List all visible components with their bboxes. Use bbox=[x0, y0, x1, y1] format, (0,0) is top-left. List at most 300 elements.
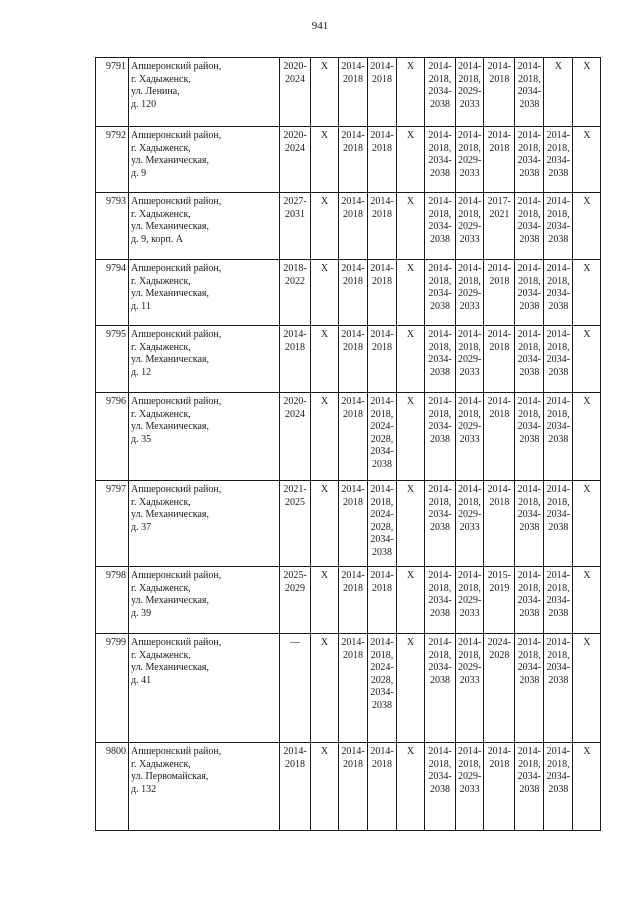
repair-period-cell bbox=[280, 743, 311, 831]
cell-line: 2014- bbox=[428, 746, 452, 757]
address-line: ул. Механическая, bbox=[131, 354, 210, 365]
cell-line: 2014- bbox=[283, 746, 307, 757]
cell-line: 2024 bbox=[285, 408, 305, 420]
cell-line: 2018, bbox=[370, 496, 394, 508]
repair-period-cell bbox=[339, 326, 368, 393]
cell-line: 2029- bbox=[458, 221, 482, 232]
cell-line: 2018, bbox=[547, 758, 570, 770]
repair-period-cell bbox=[280, 567, 311, 634]
cell-line: 2034- bbox=[428, 354, 452, 365]
cell-line: 2034- bbox=[546, 421, 571, 432]
cell-line: 2018, bbox=[518, 408, 541, 420]
cell-line: 2029- bbox=[458, 86, 482, 97]
table-body bbox=[96, 58, 601, 831]
cell-line: 2034- bbox=[428, 509, 452, 520]
repair-period-cell bbox=[339, 193, 368, 260]
cell-line: 2014- bbox=[341, 263, 365, 274]
not-applicable-cell bbox=[311, 634, 339, 743]
cell-line: 2034- bbox=[428, 595, 452, 606]
repair-period-cell bbox=[425, 567, 456, 634]
cell-line: 2018 bbox=[285, 758, 305, 770]
cell-line: 2014- bbox=[458, 130, 482, 141]
not-applicable-cell bbox=[397, 127, 425, 193]
cell-line: 2033 bbox=[459, 233, 480, 245]
repair-period-cell bbox=[544, 193, 573, 260]
address-cell bbox=[129, 567, 280, 634]
cell-line: 2034- bbox=[517, 509, 542, 520]
repair-period-cell bbox=[425, 260, 456, 326]
cell-line: 2018, bbox=[518, 142, 541, 154]
cell-line: 2033 bbox=[459, 167, 480, 179]
row-number-cell: 9794 bbox=[96, 260, 129, 326]
not-applicable-cell bbox=[397, 743, 425, 831]
repair-period-cell bbox=[484, 481, 515, 567]
cell-line: 2018 bbox=[372, 275, 392, 287]
cell-line: 2014- bbox=[546, 196, 571, 207]
table-row bbox=[96, 481, 601, 567]
address-cell bbox=[129, 193, 280, 260]
repair-period-cell bbox=[456, 260, 484, 326]
not-applicable-cell bbox=[311, 393, 339, 481]
repair-period-cell bbox=[515, 634, 544, 743]
repair-period-cell bbox=[339, 127, 368, 193]
address-line: Апшеронский район, bbox=[131, 396, 222, 407]
address-line: ул. Механическая, bbox=[131, 595, 210, 606]
cell-line: 2014- bbox=[517, 746, 542, 757]
cell-line: 2014- bbox=[341, 329, 365, 340]
not-applicable-cell bbox=[573, 58, 601, 127]
cell-line: 2014- bbox=[283, 329, 307, 340]
cell-line: 2018 bbox=[285, 341, 305, 353]
cell-line: 2029- bbox=[458, 595, 482, 606]
cell-line: 2014- bbox=[458, 746, 482, 757]
address-line: г. Хадыженск, bbox=[131, 649, 191, 661]
cell-line: 2033 bbox=[459, 607, 480, 619]
cell-line: 2021 bbox=[489, 208, 510, 220]
cell-line: 2018, bbox=[428, 275, 452, 287]
cell-line: 2014- bbox=[517, 263, 542, 274]
repair-period-cell bbox=[368, 127, 397, 193]
repair-period-cell bbox=[484, 193, 515, 260]
cell-line: X bbox=[320, 570, 329, 581]
cell-line: 2034- bbox=[428, 221, 452, 232]
cell-line: 2018, bbox=[547, 649, 570, 661]
cell-line: 2018, bbox=[458, 73, 481, 85]
repair-period-cell bbox=[280, 393, 311, 481]
cell-line: 2014- bbox=[487, 61, 512, 72]
repair-period-cell bbox=[280, 127, 311, 193]
cell-line: 2014- bbox=[370, 570, 394, 581]
cell-line: X bbox=[554, 61, 562, 72]
repair-period-cell bbox=[425, 634, 456, 743]
cell-line: X bbox=[583, 484, 591, 495]
cell-line: 2014- bbox=[546, 130, 571, 141]
cell-line: 2034- bbox=[517, 155, 542, 166]
not-applicable-cell bbox=[311, 193, 339, 260]
cell-line: 2014- bbox=[517, 484, 542, 495]
cell-line: X bbox=[320, 130, 329, 141]
cell-line: 2038 bbox=[548, 233, 569, 245]
cell-line: 2034- bbox=[546, 288, 571, 299]
cell-line: X bbox=[320, 746, 329, 757]
repair-period-cell bbox=[544, 393, 573, 481]
cell-line: 2018, bbox=[547, 142, 570, 154]
cell-line: 2014- bbox=[458, 484, 482, 495]
cell-line: 2014- bbox=[370, 196, 394, 207]
repair-period-cell bbox=[368, 567, 397, 634]
cell-line: 2018, bbox=[518, 496, 541, 508]
cell-line: 2034- bbox=[370, 446, 394, 457]
cell-line: 2034- bbox=[517, 221, 542, 232]
not-applicable-cell bbox=[311, 743, 339, 831]
cell-line: 2038 bbox=[372, 546, 392, 558]
cell-line: 2018, bbox=[458, 496, 481, 508]
cell-line: X bbox=[583, 396, 591, 407]
cell-line: 2018, bbox=[547, 408, 570, 420]
cell-line: 2014- bbox=[546, 570, 571, 581]
cell-line: 2014- bbox=[546, 484, 571, 495]
cell-line: 2018, bbox=[428, 208, 452, 220]
cell-line: 2014- bbox=[487, 263, 512, 274]
not-applicable-cell bbox=[311, 127, 339, 193]
address-line: Апшеронский район, bbox=[131, 637, 222, 648]
cell-line: X bbox=[320, 263, 329, 274]
cell-line: 2038 bbox=[519, 366, 540, 378]
cell-line: X bbox=[406, 570, 415, 581]
address-line: ул. Ленина, bbox=[131, 86, 180, 97]
repair-period-cell bbox=[515, 326, 544, 393]
cell-line: 2014- bbox=[458, 570, 482, 581]
repair-period-cell bbox=[425, 393, 456, 481]
cell-line: 2018 bbox=[343, 341, 363, 353]
cell-line: 2034- bbox=[546, 155, 571, 166]
cell-line: X bbox=[406, 61, 415, 72]
cell-line: 2038 bbox=[430, 366, 450, 378]
cell-line: 2038 bbox=[430, 233, 450, 245]
address-line: ул. Механическая, bbox=[131, 509, 210, 520]
cell-line: 2031 bbox=[285, 208, 305, 220]
repair-period-cell bbox=[280, 193, 311, 260]
cell-line: 2014- bbox=[487, 130, 512, 141]
repair-period-cell bbox=[339, 58, 368, 127]
page-number: 941 bbox=[311, 20, 329, 32]
cell-line: 2033 bbox=[459, 674, 480, 686]
cell-line: X bbox=[406, 130, 415, 141]
not-applicable-cell bbox=[311, 58, 339, 127]
cell-line: 2018 bbox=[489, 408, 510, 420]
cell-line: 2018, bbox=[547, 208, 570, 220]
cell-line: 2025- bbox=[283, 570, 307, 581]
not-applicable-cell bbox=[311, 260, 339, 326]
row-number-cell: 9797 bbox=[96, 481, 129, 567]
repair-period-cell bbox=[456, 567, 484, 634]
cell-line: 2024- bbox=[370, 509, 394, 520]
cell-line: X bbox=[406, 396, 415, 407]
table-row bbox=[96, 260, 601, 326]
repair-period-cell bbox=[544, 127, 573, 193]
cell-line: 2033 bbox=[459, 521, 480, 533]
repair-period-cell bbox=[484, 393, 515, 481]
cell-line: X bbox=[583, 263, 591, 274]
table-row bbox=[96, 127, 601, 193]
cell-line: 2034- bbox=[546, 595, 571, 606]
address-line: д. 132 bbox=[131, 783, 157, 795]
cell-line: 2034- bbox=[517, 771, 542, 782]
cell-line: 2033 bbox=[459, 98, 480, 110]
cell-line: 2038 bbox=[430, 607, 450, 619]
cell-line: 2014- bbox=[517, 396, 542, 407]
cell-line: 2024 bbox=[285, 73, 305, 85]
address-cell bbox=[129, 58, 280, 127]
not-applicable-cell bbox=[397, 193, 425, 260]
repair-period-cell bbox=[456, 634, 484, 743]
repair-period-cell bbox=[456, 127, 484, 193]
repair-period-cell bbox=[484, 127, 515, 193]
cell-line: 2038 bbox=[430, 300, 450, 312]
address-line: д. 120 bbox=[131, 98, 157, 110]
cell-line: 2018 bbox=[343, 275, 363, 287]
cell-line: 2029- bbox=[458, 771, 482, 782]
cell-line: X bbox=[583, 196, 591, 207]
cell-line: 2014- bbox=[517, 61, 542, 72]
address-line: г. Хадыженск, bbox=[131, 73, 191, 85]
cell-line: 2034- bbox=[428, 771, 452, 782]
cell-line: 2018 bbox=[343, 408, 363, 420]
address-line: ул. Механическая, bbox=[131, 662, 210, 673]
repair-period-cell bbox=[368, 326, 397, 393]
repair-period-cell bbox=[544, 743, 573, 831]
cell-line: 2034- bbox=[428, 86, 452, 97]
cell-line: 2014- bbox=[370, 61, 394, 72]
cell-line: 2018, bbox=[518, 649, 541, 661]
cell-line: 2014- bbox=[370, 396, 394, 407]
repair-period-cell bbox=[515, 193, 544, 260]
cell-line: X bbox=[583, 61, 591, 72]
address-line: г. Хадыженск, bbox=[131, 142, 191, 154]
not-applicable-cell bbox=[573, 743, 601, 831]
cell-line: 2033 bbox=[459, 433, 480, 445]
cell-line: 2038 bbox=[519, 167, 540, 179]
cell-line: 2034- bbox=[517, 354, 542, 365]
address-line: д. 35 bbox=[131, 433, 152, 445]
cell-line: — bbox=[290, 637, 300, 648]
cell-line: 2038 bbox=[548, 521, 569, 533]
cell-line: 2038 bbox=[372, 699, 392, 711]
cell-line: 2018, bbox=[458, 341, 481, 353]
cell-line: 2014- bbox=[546, 637, 571, 648]
repair-period-cell bbox=[484, 634, 515, 743]
cell-line: 2018, bbox=[370, 649, 394, 661]
cell-line: 2018 bbox=[343, 208, 363, 220]
cell-line: 2027- bbox=[283, 196, 307, 207]
cell-line: 2017- bbox=[487, 196, 512, 207]
cell-line: 2028, bbox=[370, 674, 394, 686]
cell-line: 2018, bbox=[370, 408, 394, 420]
not-applicable-cell bbox=[573, 634, 601, 743]
cell-line: 2029- bbox=[458, 155, 482, 166]
cell-line: 2018, bbox=[458, 142, 481, 154]
repair-period-cell bbox=[425, 481, 456, 567]
cell-line: 2033 bbox=[459, 300, 480, 312]
cell-line: 2028, bbox=[370, 521, 394, 533]
cell-line: 2038 bbox=[519, 783, 540, 795]
not-applicable-cell bbox=[397, 634, 425, 743]
address-cell bbox=[129, 743, 280, 831]
cell-line: 2034- bbox=[546, 354, 571, 365]
cell-line: 2014- bbox=[458, 263, 482, 274]
cell-line: 2018 bbox=[372, 341, 392, 353]
cell-line: 2014- bbox=[370, 484, 394, 495]
cell-line: X bbox=[320, 61, 329, 72]
cell-line: 2014- bbox=[370, 263, 394, 274]
cell-line: 2038 bbox=[548, 674, 569, 686]
address-line: ул. Механическая, bbox=[131, 155, 210, 166]
cell-line: 2019 bbox=[489, 582, 510, 594]
cell-line: 2038 bbox=[548, 366, 569, 378]
address-line: д. 9, корп. А bbox=[131, 233, 184, 245]
cell-line: 2018 bbox=[343, 758, 363, 770]
cell-line: 2038 bbox=[548, 300, 569, 312]
cell-line: 2014- bbox=[487, 746, 512, 757]
cell-line: 2014- bbox=[341, 484, 365, 495]
address-line: д. 41 bbox=[131, 674, 152, 686]
address-line: г. Хадыженск, bbox=[131, 208, 191, 220]
cell-line: 2014- bbox=[341, 396, 365, 407]
repair-period-cell bbox=[456, 393, 484, 481]
cell-line: 2018, bbox=[458, 408, 481, 420]
cell-line: 2029- bbox=[458, 509, 482, 520]
cell-line: 2018, bbox=[458, 208, 481, 220]
cell-line: 2018, bbox=[518, 208, 541, 220]
cell-line: X bbox=[320, 637, 329, 648]
not-applicable-cell bbox=[397, 393, 425, 481]
address-line: ул. Первомайская, bbox=[131, 771, 209, 782]
repair-period-cell bbox=[280, 481, 311, 567]
cell-line: 2014- bbox=[428, 196, 452, 207]
cell-line: 2034- bbox=[517, 86, 542, 97]
repair-period-cell bbox=[544, 481, 573, 567]
repair-period-cell bbox=[544, 567, 573, 634]
cell-line: 2014- bbox=[428, 484, 452, 495]
cell-line: 2020- bbox=[283, 61, 307, 72]
cell-line: 2024- bbox=[370, 421, 394, 432]
cell-line: 2018, bbox=[518, 73, 541, 85]
address-cell bbox=[129, 260, 280, 326]
repair-period-cell bbox=[456, 481, 484, 567]
cell-line: 2038 bbox=[519, 300, 540, 312]
cell-line: 2018 bbox=[343, 649, 363, 661]
address-line: г. Хадыженск, bbox=[131, 496, 191, 508]
cell-line: 2028 bbox=[489, 649, 510, 661]
cell-line: 2018, bbox=[428, 649, 452, 661]
address-cell bbox=[129, 634, 280, 743]
cell-line: 2038 bbox=[548, 433, 569, 445]
cell-line: 2018, bbox=[458, 649, 481, 661]
repair-period-cell bbox=[368, 634, 397, 743]
cell-line: 2038 bbox=[372, 458, 392, 470]
address-line: г. Хадыженск, bbox=[131, 582, 191, 594]
cell-line: 2034- bbox=[428, 288, 452, 299]
cell-line: 2018 bbox=[489, 142, 510, 154]
address-line: Апшеронский район, bbox=[131, 746, 222, 757]
cell-line: 2018 bbox=[372, 208, 392, 220]
repair-period-cell bbox=[368, 393, 397, 481]
repair-period-cell bbox=[515, 743, 544, 831]
cell-line: 2018, bbox=[518, 582, 541, 594]
cell-line: X bbox=[583, 746, 591, 757]
cell-line: 2020- bbox=[283, 130, 307, 141]
address-line: г. Хадыженск, bbox=[131, 758, 191, 770]
cell-line: 2034- bbox=[517, 595, 542, 606]
repair-period-cell bbox=[368, 481, 397, 567]
cell-line: 2014- bbox=[517, 130, 542, 141]
row-number-cell: 9798 bbox=[96, 567, 129, 634]
repair-period-cell bbox=[484, 567, 515, 634]
cell-line: 2038 bbox=[548, 607, 569, 619]
not-applicable-cell bbox=[573, 193, 601, 260]
repair-period-cell bbox=[484, 260, 515, 326]
table-row bbox=[96, 326, 601, 393]
cell-line: 2029- bbox=[458, 354, 482, 365]
cell-line: 2024- bbox=[487, 637, 512, 648]
cell-line: X bbox=[406, 746, 415, 757]
cell-line: 2029- bbox=[458, 288, 482, 299]
cell-line: 2018, bbox=[428, 73, 452, 85]
cell-line: 2034- bbox=[428, 662, 452, 673]
cell-line: 2028, bbox=[370, 433, 394, 445]
cell-line: 2034- bbox=[546, 662, 571, 673]
row-number-cell: 9796 bbox=[96, 393, 129, 481]
cell-line: 2014- bbox=[428, 396, 452, 407]
cell-line: 2014- bbox=[428, 637, 452, 648]
cell-line: 2014- bbox=[517, 570, 542, 581]
repair-period-cell bbox=[368, 743, 397, 831]
address-line: г. Хадыженск, bbox=[131, 408, 191, 420]
cell-line: 2018 bbox=[372, 758, 392, 770]
repair-period-cell bbox=[280, 260, 311, 326]
cell-line: 2018, bbox=[458, 275, 481, 287]
cell-line: 2018, bbox=[547, 341, 570, 353]
repair-period-cell bbox=[456, 58, 484, 127]
repair-period-cell bbox=[368, 260, 397, 326]
table-row bbox=[96, 634, 601, 743]
cell-line: X bbox=[406, 637, 415, 648]
cell-line: 2014- bbox=[341, 637, 365, 648]
cell-line: 2038 bbox=[430, 98, 450, 110]
cell-line: 2014- bbox=[428, 263, 452, 274]
cell-line: 2014- bbox=[341, 130, 365, 141]
cell-line: 2018- bbox=[283, 263, 307, 274]
not-applicable-cell bbox=[573, 393, 601, 481]
not-applicable-cell bbox=[573, 326, 601, 393]
repair-period-cell bbox=[456, 326, 484, 393]
repair-period-cell bbox=[339, 260, 368, 326]
cell-line: 2034- bbox=[428, 155, 452, 166]
not-applicable-cell bbox=[573, 127, 601, 193]
cell-line: 2018, bbox=[518, 341, 541, 353]
repair-period-cell bbox=[544, 634, 573, 743]
not-applicable-cell bbox=[544, 58, 573, 127]
cell-line: 2014- bbox=[341, 61, 365, 72]
cell-line: 2014- bbox=[341, 570, 365, 581]
cell-line: 2018, bbox=[428, 341, 452, 353]
cell-line: X bbox=[583, 329, 591, 340]
address-line: ул. Механическая, bbox=[131, 288, 210, 299]
cell-line: 2038 bbox=[548, 167, 569, 179]
repair-period-cell bbox=[484, 58, 515, 127]
cell-line: 2014- bbox=[546, 746, 571, 757]
cell-line: X bbox=[320, 196, 329, 207]
